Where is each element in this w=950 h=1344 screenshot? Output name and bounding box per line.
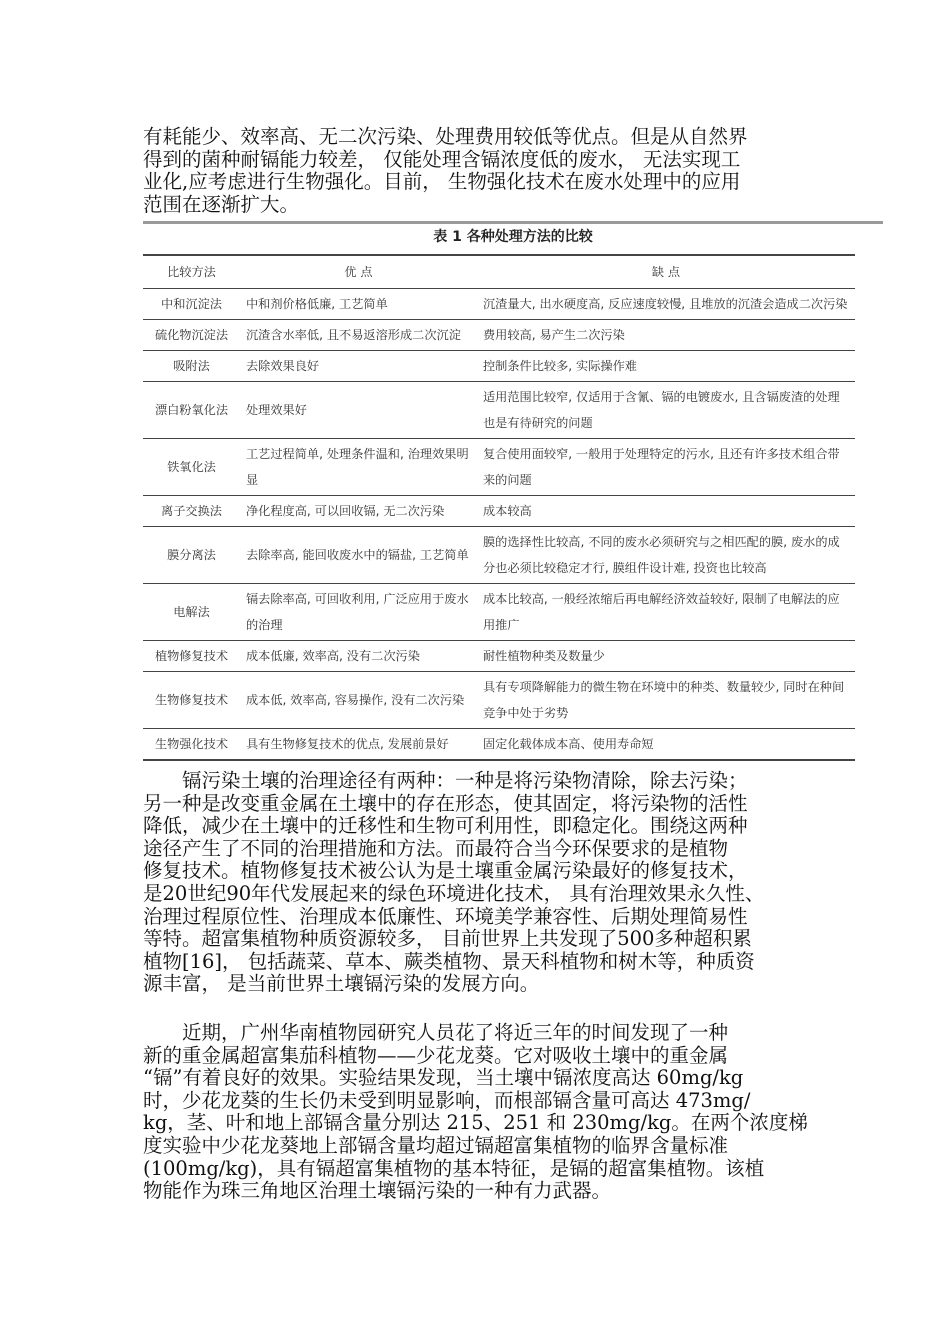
text-line: 业化,应考虑进行生物强化。目前， 生物强化技术在废水处理中的应用 xyxy=(143,170,741,194)
method-cell: 中和沉淀法 xyxy=(143,289,240,320)
disadvantage-cell: 控制条件比较多, 实际操作难 xyxy=(477,351,855,382)
method-cell: 离子交换法 xyxy=(143,496,240,527)
text-line: 是20世纪90年代发展起来的绿色环境进化技术， 具有治理效果永久性、 xyxy=(143,881,765,905)
disadvantage-cell: 费用较高, 易产生二次污染 xyxy=(477,320,855,351)
text-line: 治理过程原位性、治理成本低廉性、环境美学兼容性、后期处理简易性 xyxy=(143,904,748,928)
text-line: 物能作为珠三角地区治理土壤镉污染的一种有力武器。 xyxy=(143,1179,612,1203)
disadvantage-cell: 膜的选择性比较高, 不同的废水必须研究与之相匹配的膜, 废水的成分也必须比较稳定才行, 膜组件设计难, 投资也比较高 xyxy=(477,527,855,584)
table-row xyxy=(143,289,855,320)
paragraph-3 xyxy=(143,1022,843,1203)
table-row xyxy=(143,320,855,351)
table-header-row xyxy=(143,255,855,289)
text-line: 另一种是改变重金属在土壤中的存在形态，使其固定，将污染物的活性 xyxy=(143,791,748,815)
method-cell: 膜分离法 xyxy=(143,527,240,584)
advantage-cell: 中和剂价格低廉, 工艺简单 xyxy=(240,289,477,320)
text-line: 有耗能少、效率高、无二次污染、处理费用较低等优点。但是从自然界 xyxy=(143,125,748,148)
text-line: kg，茎、叶和地上部镉含量分别达 215、251 和 230mg/kg。在两个浓度梯 xyxy=(143,1111,808,1135)
method-cell: 吸附法 xyxy=(143,351,240,382)
table-row xyxy=(143,439,855,496)
advantage-cell: 去除效果良好 xyxy=(240,351,477,382)
text-line: 新的重金属超富集茄科植物——少花龙葵。它对吸收土壤中的重金属 xyxy=(143,1043,729,1067)
comparison-table xyxy=(143,254,855,761)
disadvantage-cell: 复合使用面较窄, 一般用于处理特定的污水, 且还有许多技术组合带来的问题 xyxy=(477,439,855,496)
advantage-cell: 沉渣含水率低, 且不易返溶形成二次沉淀 xyxy=(240,320,477,351)
text-line: 范围在逐渐扩大。 xyxy=(143,192,300,216)
text-line: 途径产生了不同的治理措施和方法。而最符合当今环保要求的是植物 xyxy=(143,836,729,860)
text-line: 等特。超富集植物种质资源较多， 目前世界上共发现了500多种超积累 xyxy=(143,927,752,951)
disadvantage-cell: 成本比较高, 一般经浓缩后再电解经济效益较好, 限制了电解法的应用推广 xyxy=(477,584,855,641)
advantage-cell: 去除率高, 能回收废水中的镉盐, 工艺简单 xyxy=(240,527,477,584)
advantage-cell: 工艺过程简单, 处理条件温和, 治理效果明显 xyxy=(240,439,477,496)
header-method: 比较方法 xyxy=(143,255,240,289)
paragraph-2 xyxy=(143,770,843,996)
method-cell: 生物修复技术 xyxy=(143,672,240,729)
text-line: 植物[16]， 包括蔬菜、草本、蕨类植物、景天科植物和树木等，种质资 xyxy=(143,949,755,973)
disadvantage-cell: 耐性植物种类及数量少 xyxy=(477,641,855,672)
advantage-cell: 处理效果好 xyxy=(240,382,477,439)
advantage-cell: 净化程度高, 可以回收镉, 无二次污染 xyxy=(240,496,477,527)
disadvantage-cell: 成本较高 xyxy=(477,496,855,527)
text-line: 修复技术。植物修复技术被公认为是土壤重金属污染最好的修复技术， xyxy=(143,859,748,883)
advantage-cell: 镉去除率高, 可回收利用, 广泛应用于废水的治理 xyxy=(240,584,477,641)
method-cell: 铁氧化法 xyxy=(143,439,240,496)
advantage-cell: 成本低廉, 效率高, 没有二次污染 xyxy=(240,641,477,672)
header-advantages: 优 点 xyxy=(240,255,477,289)
table-row xyxy=(143,672,855,729)
text-line: 度实验中少花龙葵地上部镉含量均超过镉超富集植物的临界含量标准 xyxy=(143,1133,729,1157)
method-cell: 电解法 xyxy=(143,584,240,641)
table-row xyxy=(143,641,855,672)
header-disadvantages: 缺 点 xyxy=(477,255,855,289)
table-row xyxy=(143,351,855,382)
method-cell: 生物强化技术 xyxy=(143,729,240,761)
text-line: 源丰富， 是当前世界土壤镉污染的发展方向。 xyxy=(143,972,540,996)
method-cell: 硫化物沉淀法 xyxy=(143,320,240,351)
text-line: (100mg/kg)，具有镉超富集植物的基本特征，是镉的超富集植物。该植 xyxy=(143,1156,765,1180)
table-row xyxy=(143,527,855,584)
disadvantage-cell: 沉渣量大, 出水硬度高, 反应速度较慢, 且堆放的沉渣会造成二次污染 xyxy=(477,289,855,320)
table-row xyxy=(143,382,855,439)
method-cell: 植物修复技术 xyxy=(143,641,240,672)
method-cell: 漂白粉氧化法 xyxy=(143,382,240,439)
text-line: “镉”有着良好的效果。实验结果发现，当土壤中镉浓度高达 60mg/kg xyxy=(143,1066,744,1090)
advantage-cell: 成本低, 效率高, 容易操作, 没有二次污染 xyxy=(240,672,477,729)
disadvantage-cell: 适用范围比较窄, 仅适用于含氰、镉的电镀废水, 且含镉废渣的处理也是有待研究的问题 xyxy=(477,382,855,439)
disadvantage-cell: 具有专项降解能力的微生物在环境中的种类、数量较少, 同时在种间竞争中处于劣势 xyxy=(477,672,855,729)
advantage-cell: 具有生物修复技术的优点, 发展前景好 xyxy=(240,729,477,761)
table-row xyxy=(143,584,855,641)
disadvantage-cell: 固定化载体成本高、使用寿命短 xyxy=(477,729,855,761)
text-line: 镉污染土壤的治理途径有两种：一种是将污染物清除，除去污染； xyxy=(143,769,748,792)
table-top-rule xyxy=(143,221,883,224)
paragraph-1 xyxy=(143,126,843,216)
table-row xyxy=(143,496,855,527)
text-line: 得到的菌种耐镉能力较差， 仅能处理含镉浓度低的废水， 无法实现工 xyxy=(143,147,741,171)
text-line: 降低，减少在土壤中的迁移性和生物可利用性，即稳定化。围绕这两种 xyxy=(143,814,748,838)
table-row xyxy=(143,729,855,761)
table-caption: 表 1 各种处理方法的比较 xyxy=(433,229,593,245)
text-line: 近期，广州华南植物园研究人员花了将近三年的时间发现了一种 xyxy=(143,1021,729,1044)
text-line: 时，少花龙葵的生长仍未受到明显影响，而根部镉含量可高达 473mg/ xyxy=(143,1088,751,1112)
